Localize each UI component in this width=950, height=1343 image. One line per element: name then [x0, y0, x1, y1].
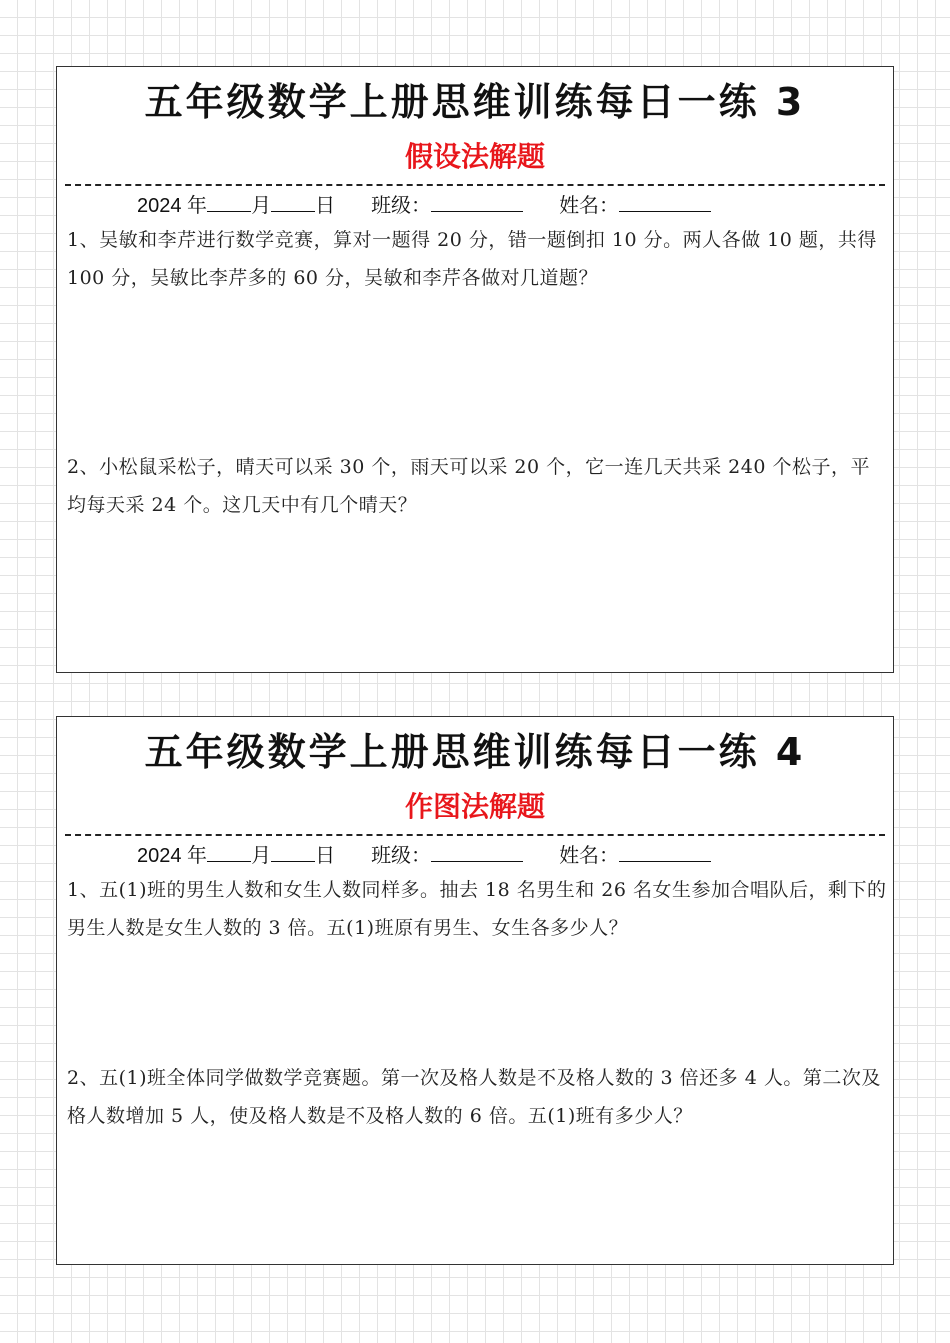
day-label: 日 — [315, 845, 336, 867]
class-blank[interactable] — [431, 841, 523, 862]
day-blank[interactable] — [271, 191, 315, 212]
worksheet-title: 五年级数学上册思维训练每日一练 4 — [144, 730, 806, 774]
class-label: 班级： — [371, 845, 432, 867]
dashed-divider — [65, 184, 885, 186]
month-blank[interactable] — [207, 191, 251, 212]
month-label: 月 — [251, 845, 272, 867]
question-1: 1、吴敏和李芹进行数学竞赛，算对一题得 20 分，错一题倒扣 10 分。两人各做 10 题，共得 100 分，吴敏比李芹多的 60 分，吴敏和李芹各做对几道题？ — [67, 229, 877, 289]
worksheet-subtitle: 作图法解题 — [404, 790, 545, 823]
day-label: 日 — [315, 195, 336, 217]
name-label: 姓名： — [559, 845, 620, 867]
month-label: 月 — [251, 195, 272, 217]
worksheet-card-4 — [56, 716, 894, 1265]
worksheet-title: 五年级数学上册思维训练每日一练 3 — [144, 80, 806, 124]
question-2: 2、小松鼠采松子，晴天可以采 30 个，雨天可以采 20 个，它一连几天共采 240 个松子，平均每天采 24 个。这几天中有几个晴天？ — [67, 456, 870, 516]
class-label: 班级： — [371, 195, 432, 217]
worksheet-card-3 — [56, 66, 894, 673]
month-blank[interactable] — [207, 841, 251, 862]
worksheet-subtitle: 假设法解题 — [404, 140, 545, 173]
name-label: 姓名： — [559, 195, 620, 217]
class-blank[interactable] — [431, 191, 523, 212]
dashed-divider — [65, 834, 885, 836]
day-blank[interactable] — [271, 841, 315, 862]
question-2: 2、五(1)班全体同学做数学竞赛题。第一次及格人数是不及格人数的 3 倍还多 4 人。第二次及格人数增加 5 人，使及格人数是不及格人数的 6 倍。五(1)班有多少人？ — [67, 1067, 881, 1127]
year-label: 2024 年 — [137, 195, 208, 217]
question-1: 1、五(1)班的男生人数和女生人数同样多。抽去 18 名男生和 26 名女生参加合唱队后，剩下的男生人数是女生人数的 3 倍。五(1)班原有男生、女生各多少人？ — [67, 879, 887, 939]
year-label: 2024 年 — [137, 845, 208, 867]
name-blank[interactable] — [619, 191, 711, 212]
student-info-line — [137, 841, 711, 870]
name-blank[interactable] — [619, 841, 711, 862]
student-info-line — [137, 191, 711, 220]
